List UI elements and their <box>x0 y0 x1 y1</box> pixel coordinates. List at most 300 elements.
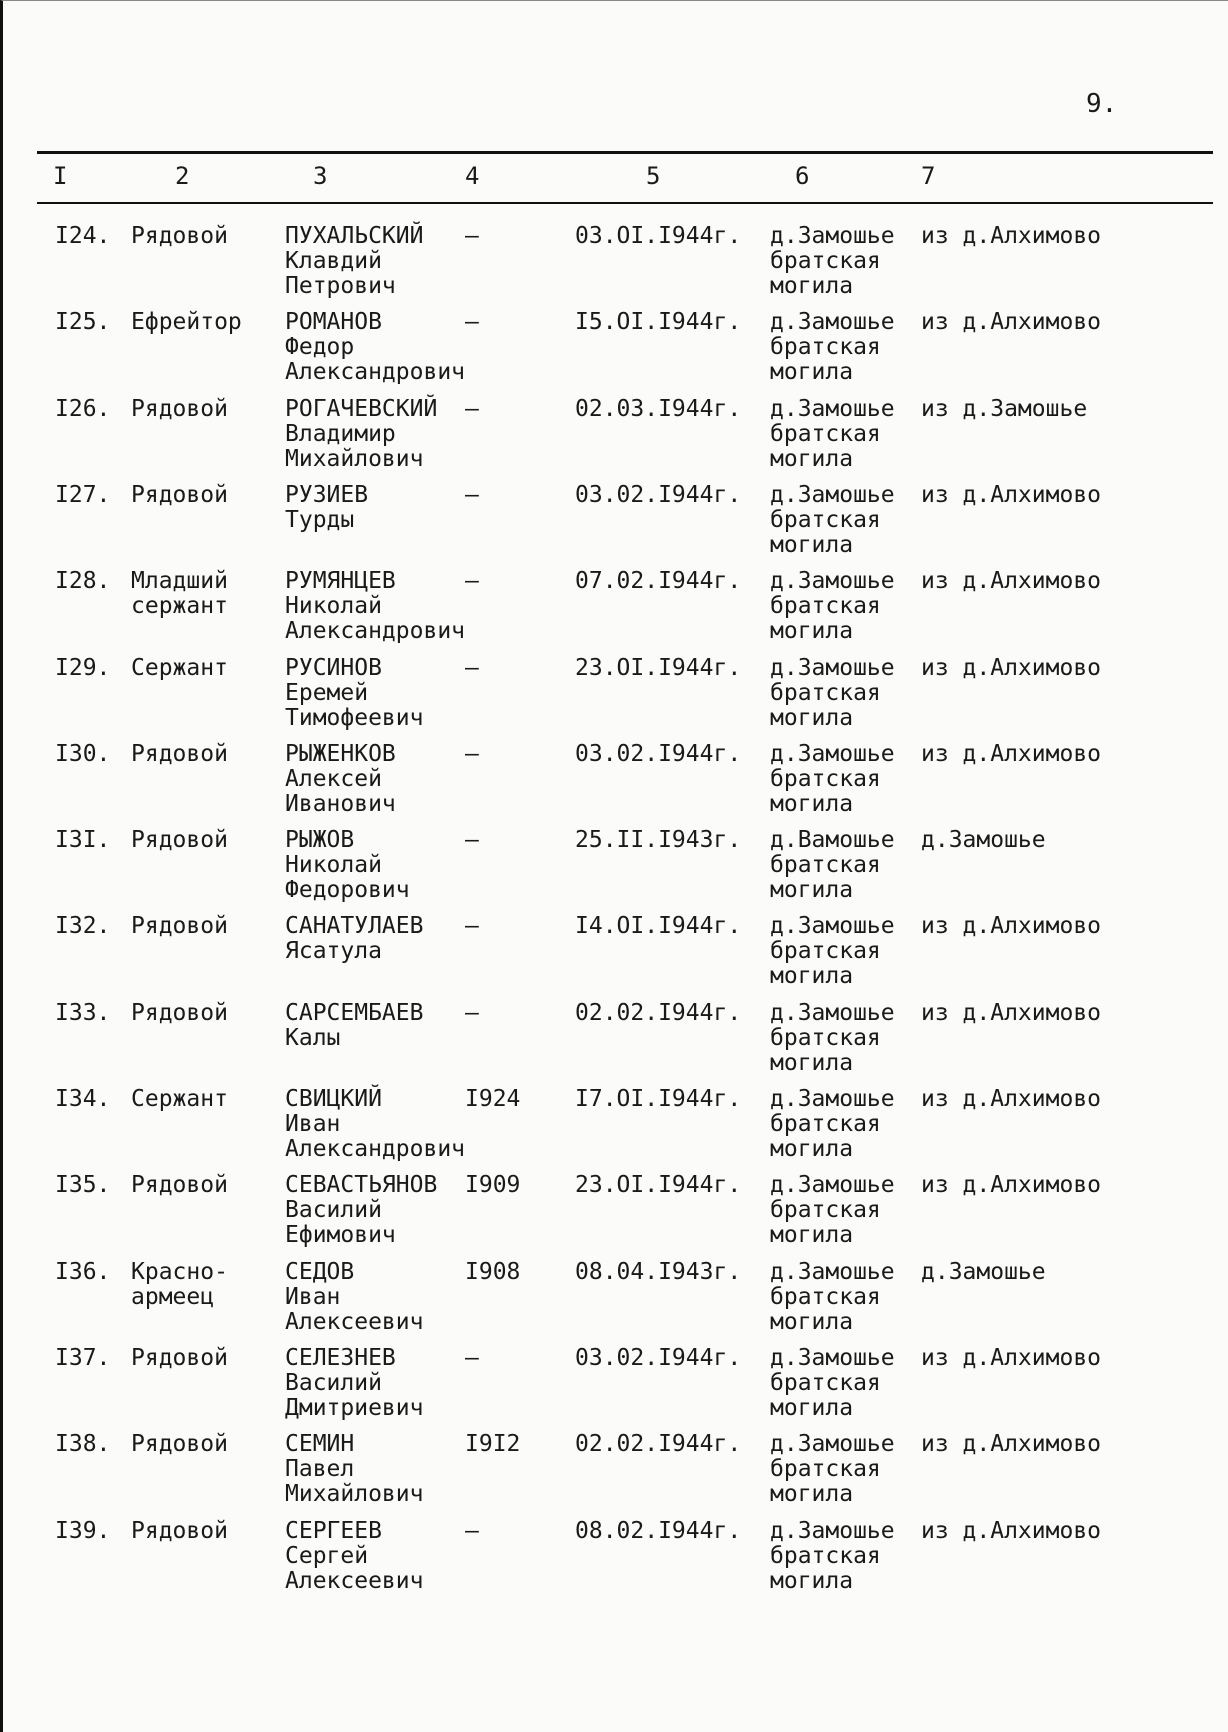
burial-place-line: братская <box>770 765 881 792</box>
burial-place-line: братская <box>770 1111 881 1137</box>
birth-year-line: – <box>465 395 479 422</box>
reburial-origin-line: из д.Алхимово <box>921 1431 1102 1458</box>
birth-year-line: – <box>465 1344 479 1371</box>
burial-place <box>770 310 895 385</box>
entry-number-line: I34. <box>55 1086 111 1112</box>
burial-place-line: д.Замошье <box>770 1172 895 1199</box>
entry-number-line: I3I. <box>55 827 111 854</box>
reburial-origin <box>921 1260 1046 1285</box>
burial-place-line: могила <box>770 704 854 731</box>
military-rank <box>131 224 228 249</box>
entry-number <box>55 224 110 249</box>
burial-place-line: могила <box>770 790 854 817</box>
burial-place <box>770 1001 895 1076</box>
full-name-line: Василий <box>285 1197 382 1224</box>
entry-number <box>55 1432 110 1457</box>
entry-number <box>55 483 110 508</box>
entry-number-line: I24. <box>55 223 111 249</box>
table-header-top-rule <box>37 151 1213 154</box>
date-of-death <box>575 1087 741 1112</box>
reburial-origin <box>921 397 1087 422</box>
full-name-line: Алексеевич <box>285 1308 424 1335</box>
burial-place-line: могила <box>770 1136 854 1162</box>
full-name-line: СЕРГЕЕВ <box>285 1517 382 1544</box>
burial-place-line: д.Замошье <box>770 481 895 508</box>
reburial-origin-line: из д.Алхимово <box>921 223 1102 249</box>
burial-place-line: д.Замошье <box>770 913 895 940</box>
full-name-line: Михайлович <box>285 445 424 472</box>
birth-year-line: I924 <box>465 1086 521 1112</box>
entry-number <box>55 742 110 767</box>
military-rank-line: Рядовой <box>131 740 228 767</box>
military-rank-line: сержант <box>131 593 228 620</box>
entry-number <box>55 310 110 335</box>
military-rank-line: Рядовой <box>131 913 228 940</box>
date-of-death-line: 23.OI.I944г. <box>575 1172 742 1199</box>
reburial-origin-line: из д.Алхимово <box>921 309 1102 336</box>
military-rank <box>131 914 228 939</box>
full-name-line: Турды <box>285 506 355 533</box>
full-name-line: Алексей <box>285 765 382 792</box>
birth-year-line: I9I2 <box>465 1431 521 1458</box>
military-rank-line: Рядовой <box>131 1172 228 1199</box>
entry-number-line: I36. <box>55 1258 111 1285</box>
table-row <box>3 1519 1228 1603</box>
full-name-line: РУЗИЕВ <box>285 481 369 508</box>
burial-place-line: братская <box>770 1197 881 1224</box>
burial-place-line: могила <box>770 1308 854 1335</box>
reburial-origin-line: из д.Алхимово <box>921 999 1102 1026</box>
full-name-line: Владимир <box>285 420 396 447</box>
reburial-origin <box>921 1087 1101 1112</box>
column-number-1: I <box>53 162 68 190</box>
reburial-origin <box>921 1432 1101 1457</box>
burial-place-line: могила <box>770 1049 854 1076</box>
table-row <box>3 310 1228 394</box>
full-name <box>285 483 368 533</box>
burial-place-line: могила <box>770 1394 854 1421</box>
burial-place-line: братская <box>770 1456 881 1483</box>
reburial-origin-line: из д.Алхимово <box>921 654 1102 681</box>
military-rank <box>131 569 228 619</box>
burial-place-line: братская <box>770 1542 881 1569</box>
burial-place <box>770 656 895 731</box>
birth-year-line: – <box>465 481 479 508</box>
military-rank-line: Рядовой <box>131 481 228 508</box>
full-name-line: Тимофеевич <box>285 704 424 731</box>
full-name-line: СЕДОВ <box>285 1258 355 1285</box>
date-of-death-line: 08.02.I944г. <box>575 1517 742 1544</box>
column-number-7: 7 <box>921 162 936 190</box>
military-rank-line: Рядовой <box>131 1431 228 1458</box>
birth-year-line: – <box>465 1517 479 1544</box>
full-name-line: РУСИНОВ <box>285 654 382 681</box>
military-rank <box>131 1087 228 1112</box>
date-of-death-line: 03.OI.I944г. <box>575 223 742 249</box>
reburial-origin <box>921 224 1101 249</box>
reburial-origin <box>921 742 1101 767</box>
date-of-death-line: 07.02.I944г. <box>575 568 742 595</box>
entry-number <box>55 1260 110 1285</box>
date-of-death <box>575 828 741 853</box>
date-of-death-line: 03.02.I944г. <box>575 481 742 508</box>
birth-year <box>465 1519 479 1544</box>
reburial-origin-line: из д.Алхимово <box>921 568 1102 595</box>
reburial-origin-line: из д.Алхимово <box>921 1086 1102 1112</box>
birth-year <box>465 914 479 939</box>
birth-year-line: – <box>465 827 479 854</box>
table-row <box>3 1087 1228 1171</box>
burial-place-line: могила <box>770 531 854 558</box>
table-row <box>3 224 1228 308</box>
burial-place-line: д.Замошье <box>770 740 895 767</box>
burial-place-line: д.Замошье <box>770 1344 895 1371</box>
burial-place-line: братская <box>770 852 881 879</box>
burial-place-line: братская <box>770 1024 881 1051</box>
date-of-death-line: 03.02.I944г. <box>575 740 742 767</box>
full-name-line: СЕЛЕЗНЕВ <box>285 1344 396 1371</box>
birth-year <box>465 1260 520 1285</box>
military-rank <box>131 656 228 681</box>
burial-place <box>770 1087 895 1162</box>
military-rank <box>131 397 228 422</box>
full-name-line: Иван <box>285 1111 341 1137</box>
birth-year-line: – <box>465 568 479 595</box>
full-name-line: РОГАЧЕВСКИЙ <box>285 395 438 422</box>
entry-number <box>55 1346 110 1371</box>
entry-number <box>55 914 110 939</box>
military-rank-line: Рядовой <box>131 827 228 854</box>
full-name-line: РОМАНОВ <box>285 309 382 336</box>
full-name <box>285 656 423 731</box>
column-number-4: 4 <box>465 162 480 190</box>
burial-place-line: братская <box>770 938 881 965</box>
full-name-line: Иванович <box>285 790 396 817</box>
birth-year <box>465 1001 479 1026</box>
military-rank-line: Рядовой <box>131 395 228 422</box>
birth-year-line: – <box>465 223 479 249</box>
reburial-origin-line: д.Замошье <box>921 827 1046 854</box>
full-name-line: Александрович <box>285 1136 466 1162</box>
burial-place <box>770 1519 895 1594</box>
full-name <box>285 914 423 964</box>
full-name-line: Иван <box>285 1283 341 1310</box>
full-name-line: Павел <box>285 1456 355 1483</box>
burial-place-line: д.Замошье <box>770 568 895 595</box>
entry-number <box>55 828 110 853</box>
entry-number <box>55 1001 110 1026</box>
military-rank-line: Младший <box>131 568 228 595</box>
burial-place-line: д.Замошье <box>770 1431 895 1458</box>
date-of-death <box>575 1519 741 1544</box>
military-rank <box>131 742 228 767</box>
burial-place-line: могила <box>770 1222 854 1249</box>
military-rank <box>131 828 228 853</box>
full-name <box>285 742 396 817</box>
birth-year <box>465 742 479 767</box>
burial-place-line: могила <box>770 359 854 386</box>
table-row <box>3 1346 1228 1430</box>
birth-year-line: – <box>465 999 479 1026</box>
military-rank-line: Ефрейтор <box>131 309 242 336</box>
column-number-3: 3 <box>313 162 328 190</box>
birth-year <box>465 1173 520 1198</box>
date-of-death <box>575 1173 741 1198</box>
entry-number <box>55 569 110 594</box>
full-name <box>285 224 423 299</box>
full-name-line: Василий <box>285 1369 382 1396</box>
full-name <box>285 1346 423 1421</box>
date-of-death-line: I4.OI.I944г. <box>575 913 742 940</box>
full-name <box>285 1260 423 1335</box>
full-name-line: РУМЯНЦЕВ <box>285 568 396 595</box>
full-name-line: Александрович <box>285 618 466 645</box>
entry-number <box>55 656 110 681</box>
burial-place <box>770 742 895 817</box>
birth-year-line: – <box>465 740 479 767</box>
reburial-origin <box>921 828 1046 853</box>
burial-place <box>770 224 895 299</box>
full-name-line: Алексеевич <box>285 1567 424 1594</box>
table-row <box>3 914 1228 998</box>
burial-place-line: могила <box>770 618 854 645</box>
reburial-origin-line: д.Замошье <box>921 1258 1046 1285</box>
birth-year-line: I908 <box>465 1258 521 1285</box>
entry-number-line: I30. <box>55 740 111 767</box>
table-row <box>3 828 1228 912</box>
date-of-death <box>575 1260 741 1285</box>
entry-number-line: I35. <box>55 1172 111 1199</box>
burial-place-line: д.Замошье <box>770 1258 895 1285</box>
burial-place-line: братская <box>770 248 881 274</box>
full-name <box>285 1519 423 1594</box>
burial-place <box>770 569 895 644</box>
full-name <box>285 569 465 644</box>
full-name-line: СВИЦКИЙ <box>285 1086 382 1112</box>
full-name-line: Федорович <box>285 877 410 904</box>
full-name <box>285 310 465 385</box>
full-name <box>285 1432 423 1507</box>
full-name-line: Дмитриевич <box>285 1394 424 1421</box>
date-of-death <box>575 1001 741 1026</box>
reburial-origin-line: из д.Алхимово <box>921 913 1102 940</box>
burial-place <box>770 397 895 472</box>
date-of-death <box>575 742 741 767</box>
reburial-origin <box>921 1519 1101 1544</box>
full-name <box>285 397 437 472</box>
military-rank <box>131 1519 228 1544</box>
full-name-line: САНАТУЛАЕВ <box>285 913 424 940</box>
full-name-line: Петрович <box>285 273 396 299</box>
full-name-line: Александрович <box>285 359 466 386</box>
burial-place <box>770 1260 895 1335</box>
military-rank <box>131 1346 228 1371</box>
full-name-line: РЫЖЕНКОВ <box>285 740 396 767</box>
table-header-bottom-rule <box>37 202 1213 204</box>
reburial-origin <box>921 1346 1101 1371</box>
birth-year <box>465 569 479 594</box>
date-of-death-line: 25.II.I943г. <box>575 827 742 854</box>
military-rank <box>131 1173 228 1198</box>
birth-year <box>465 224 479 249</box>
burial-place-line: могила <box>770 963 854 990</box>
reburial-origin <box>921 569 1101 594</box>
birth-year <box>465 1346 479 1371</box>
table-row <box>3 1001 1228 1085</box>
military-rank-line: Рядовой <box>131 999 228 1026</box>
entry-number-line: I32. <box>55 913 111 940</box>
reburial-origin <box>921 310 1101 335</box>
full-name-line: Федор <box>285 334 355 361</box>
military-rank-line: армеец <box>131 1283 215 1310</box>
reburial-origin <box>921 656 1101 681</box>
burial-place-line: д.Замошье <box>770 1517 895 1544</box>
date-of-death-line: 02.02.I944г. <box>575 999 742 1026</box>
full-name-line: Клавдий <box>285 248 382 274</box>
table-row <box>3 742 1228 826</box>
burial-place-line: д.Замошье <box>770 999 895 1026</box>
birth-year-line: – <box>465 309 479 336</box>
military-rank <box>131 310 242 335</box>
full-name <box>285 1087 465 1162</box>
date-of-death-line: 23.OI.I944г. <box>575 654 742 681</box>
entry-number <box>55 397 110 422</box>
burial-place-line: могила <box>770 1481 854 1508</box>
burial-place-line: братская <box>770 1283 881 1310</box>
military-rank-line: Рядовой <box>131 1517 228 1544</box>
birth-year <box>465 1432 520 1457</box>
burial-place <box>770 483 895 558</box>
entry-number-line: I25. <box>55 309 111 336</box>
burial-place-line: братская <box>770 593 881 620</box>
burial-place-line: могила <box>770 273 854 299</box>
full-name-line: СЕМИН <box>285 1431 355 1458</box>
reburial-origin-line: из д.Замошье <box>921 395 1088 422</box>
table-row <box>3 483 1228 567</box>
date-of-death-line: I5.OI.I944г. <box>575 309 742 336</box>
date-of-death-line: 08.04.I943г. <box>575 1258 742 1285</box>
entry-number-line: I33. <box>55 999 111 1026</box>
date-of-death-line: 03.02.I944г. <box>575 1344 742 1371</box>
entry-number-line: I27. <box>55 481 111 508</box>
burial-place-line: братская <box>770 420 881 447</box>
reburial-origin <box>921 914 1101 939</box>
column-number-5: 5 <box>646 162 661 190</box>
burial-place-line: братская <box>770 1369 881 1396</box>
birth-year <box>465 828 479 853</box>
burial-place <box>770 914 895 989</box>
table-row <box>3 1432 1228 1516</box>
birth-year <box>465 483 479 508</box>
burial-place-line: могила <box>770 877 854 904</box>
reburial-origin-line: из д.Алхимово <box>921 481 1102 508</box>
reburial-origin <box>921 1001 1101 1026</box>
full-name-line: Ясатула <box>285 938 382 965</box>
table-row <box>3 656 1228 740</box>
military-rank-line: Сержант <box>131 1086 228 1112</box>
date-of-death <box>575 1346 741 1371</box>
date-of-death-line: 02.03.I944г. <box>575 395 742 422</box>
burial-place-line: д.Вамошье <box>770 827 895 854</box>
burial-place-line: могила <box>770 1567 854 1594</box>
date-of-death <box>575 397 741 422</box>
entry-number-line: I29. <box>55 654 111 681</box>
birth-year-line: – <box>465 913 479 940</box>
reburial-origin-line: из д.Алхимово <box>921 1344 1102 1371</box>
military-rank-line: Сержант <box>131 654 228 681</box>
full-name-line: САРСЕМБАЕВ <box>285 999 424 1026</box>
burial-place <box>770 828 895 903</box>
birth-year <box>465 1087 520 1112</box>
full-name <box>285 828 410 903</box>
entry-number <box>55 1087 110 1112</box>
full-name-line: РЫЖОВ <box>285 827 355 854</box>
burial-place-line: д.Замошье <box>770 1086 895 1112</box>
column-number-2: 2 <box>175 162 190 190</box>
military-rank-line: Рядовой <box>131 1344 228 1371</box>
full-name <box>285 1173 437 1248</box>
date-of-death <box>575 914 741 939</box>
full-name-line: Еремей <box>285 679 369 706</box>
military-rank <box>131 1432 228 1457</box>
birth-year <box>465 656 479 681</box>
reburial-origin <box>921 1173 1101 1198</box>
entry-number-line: I37. <box>55 1344 111 1371</box>
full-name-line: Николай <box>285 593 382 620</box>
full-name-line: ПУХАЛЬСКИЙ <box>285 223 424 249</box>
entry-number-line: I26. <box>55 395 111 422</box>
military-rank <box>131 1001 228 1026</box>
birth-year <box>465 397 479 422</box>
table-row <box>3 1260 1228 1344</box>
page-number: 9. <box>1086 89 1118 119</box>
full-name-line: СЕВАСТЬЯНОВ <box>285 1172 438 1199</box>
burial-place-line: д.Замошье <box>770 309 895 336</box>
date-of-death <box>575 569 741 594</box>
entry-number-line: I28. <box>55 568 111 595</box>
date-of-death <box>575 483 741 508</box>
burial-place-line: братская <box>770 334 881 361</box>
military-rank <box>131 483 228 508</box>
date-of-death <box>575 224 741 249</box>
entry-number-line: I38. <box>55 1431 111 1458</box>
full-name <box>285 1001 423 1051</box>
entry-number <box>55 1519 110 1544</box>
table-row <box>3 397 1228 481</box>
birth-year-line: – <box>465 654 479 681</box>
reburial-origin-line: из д.Алхимово <box>921 740 1102 767</box>
burial-place-line: могила <box>770 445 854 472</box>
date-of-death <box>575 656 741 681</box>
date-of-death <box>575 1432 741 1457</box>
full-name-line: Сергей <box>285 1542 369 1569</box>
burial-place-line: д.Замошье <box>770 223 895 249</box>
full-name-line: Ефимович <box>285 1222 396 1249</box>
column-number-6: 6 <box>795 162 810 190</box>
reburial-origin-line: из д.Алхимово <box>921 1172 1102 1199</box>
burial-place <box>770 1346 895 1421</box>
date-of-death-line: 02.02.I944г. <box>575 1431 742 1458</box>
burial-place-line: д.Замошье <box>770 654 895 681</box>
table-row <box>3 1173 1228 1257</box>
reburial-origin <box>921 483 1101 508</box>
birth-year <box>465 310 479 335</box>
burial-place-line: братская <box>770 679 881 706</box>
entry-number-line: I39. <box>55 1517 111 1544</box>
table-row <box>3 569 1228 653</box>
burial-place-line: братская <box>770 506 881 533</box>
military-rank-line: Рядовой <box>131 223 228 249</box>
